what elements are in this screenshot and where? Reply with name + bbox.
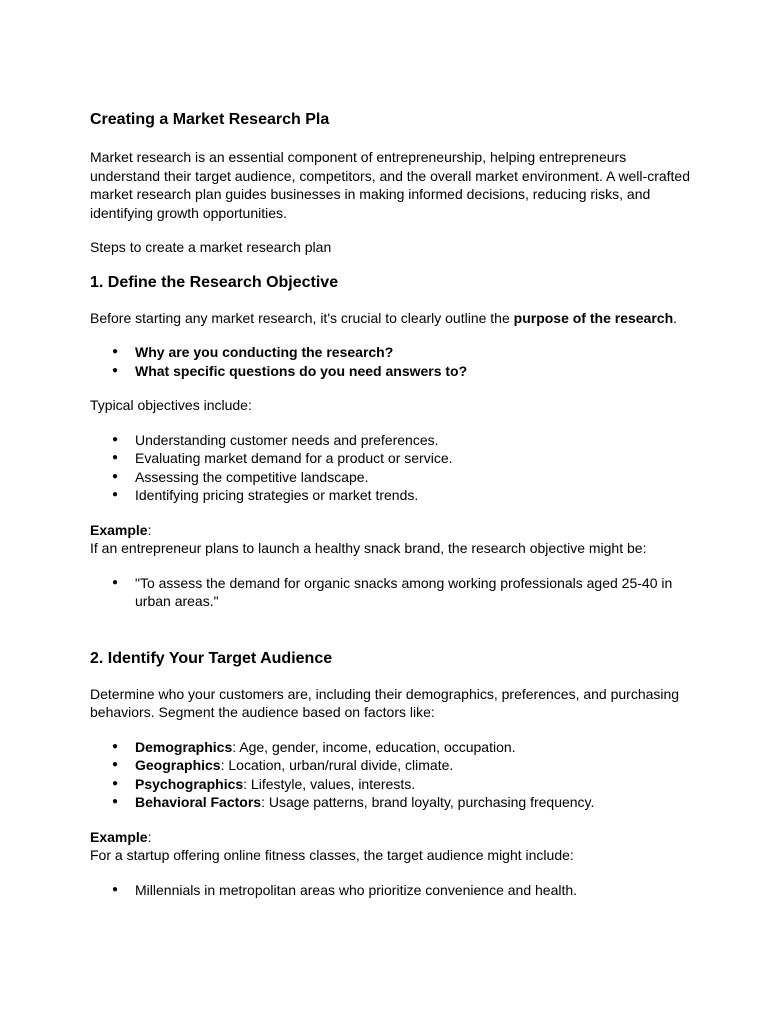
list-item [90, 738, 690, 757]
section-2-heading: 2. Identify Your Target Audience [90, 649, 333, 667]
list-item: ● "To assess the demand for organic snacks among working professionals aged 25-40 in urban areas." [90, 574, 690, 611]
section-1-lead-bold: purpose of the research [513, 309, 674, 326]
page-title: Creating a Market Research Pla [90, 111, 330, 128]
segmentation-factors-list [90, 738, 690, 812]
list-item: ● Millennials in metropolitan areas who prioritize convenience and health. [90, 881, 690, 900]
factor-desc: : Lifestyle, values, interests. [243, 775, 416, 792]
list-item [90, 793, 690, 812]
list-item [90, 756, 690, 775]
section-2-example-list [90, 881, 690, 900]
document-body [90, 110, 690, 899]
section-2-lead: Determine who your customers are, including their demographics, preferences, and purchasing behaviors. Segment the audience based on factors like: [90, 685, 680, 720]
example-colon: : [147, 828, 152, 845]
list-item: ● Evaluating market demand for a product or service. [90, 449, 690, 468]
example-label: Example [90, 828, 148, 845]
steps-intro: Steps to create a market research plan [90, 239, 332, 255]
research-questions-list [90, 343, 690, 380]
factor-desc: : Location, urban/rural divide, climate. [220, 757, 454, 773]
list-item: ● Identifying pricing strategies or market trends. [90, 486, 690, 505]
list-item: ● Assessing the competitive landscape. [90, 468, 690, 487]
list-item: ● Understanding customer needs and preferences. [90, 431, 690, 450]
example-text: If an entrepreneur plans to launch a healthy snack brand, the research objective might be: [90, 540, 647, 556]
list-item: ● What specific questions do you need answers to? [90, 362, 690, 381]
list-item: ● Why are you conducting the research? [90, 343, 690, 362]
section-1-heading: 1. Define the Research Objective [90, 273, 339, 291]
section-1-lead-end: . [673, 309, 678, 326]
factor-term: Demographics [135, 738, 233, 755]
section-2-example [90, 828, 690, 865]
factor-term: Geographics [135, 757, 221, 773]
list-item [90, 775, 690, 794]
section-1-example-list [90, 574, 690, 611]
example-text: For a startup offering online fitness classes, the target audience might include: [90, 847, 574, 863]
factor-term: Psychographics [135, 775, 244, 792]
objectives-list [90, 431, 690, 505]
section-1-example [90, 521, 690, 558]
objectives-label: Typical objectives include: [90, 397, 252, 413]
intro-paragraph: Market research is an essential component of entrepreneurship, helping entrepreneurs understand their target audience, competitors, and the overall market environment. A well-crafted market research plan guides businesses in making informed decisions, reducing risks, and identifying growth opportunities. [90, 149, 690, 221]
factor-desc: : Usage patterns, brand loyalty, purchasing frequency. [261, 794, 595, 810]
factor-desc: : Age, gender, income, education, occupation. [232, 738, 516, 755]
section-1-lead [90, 309, 690, 328]
example-label: Example [90, 521, 148, 538]
example-colon: : [147, 521, 152, 538]
section-1-lead-text: Before starting any market research, it's crucial to clearly outline the [90, 309, 514, 326]
section-spacer [90, 611, 690, 649]
factor-term: Behavioral Factors [135, 794, 262, 810]
